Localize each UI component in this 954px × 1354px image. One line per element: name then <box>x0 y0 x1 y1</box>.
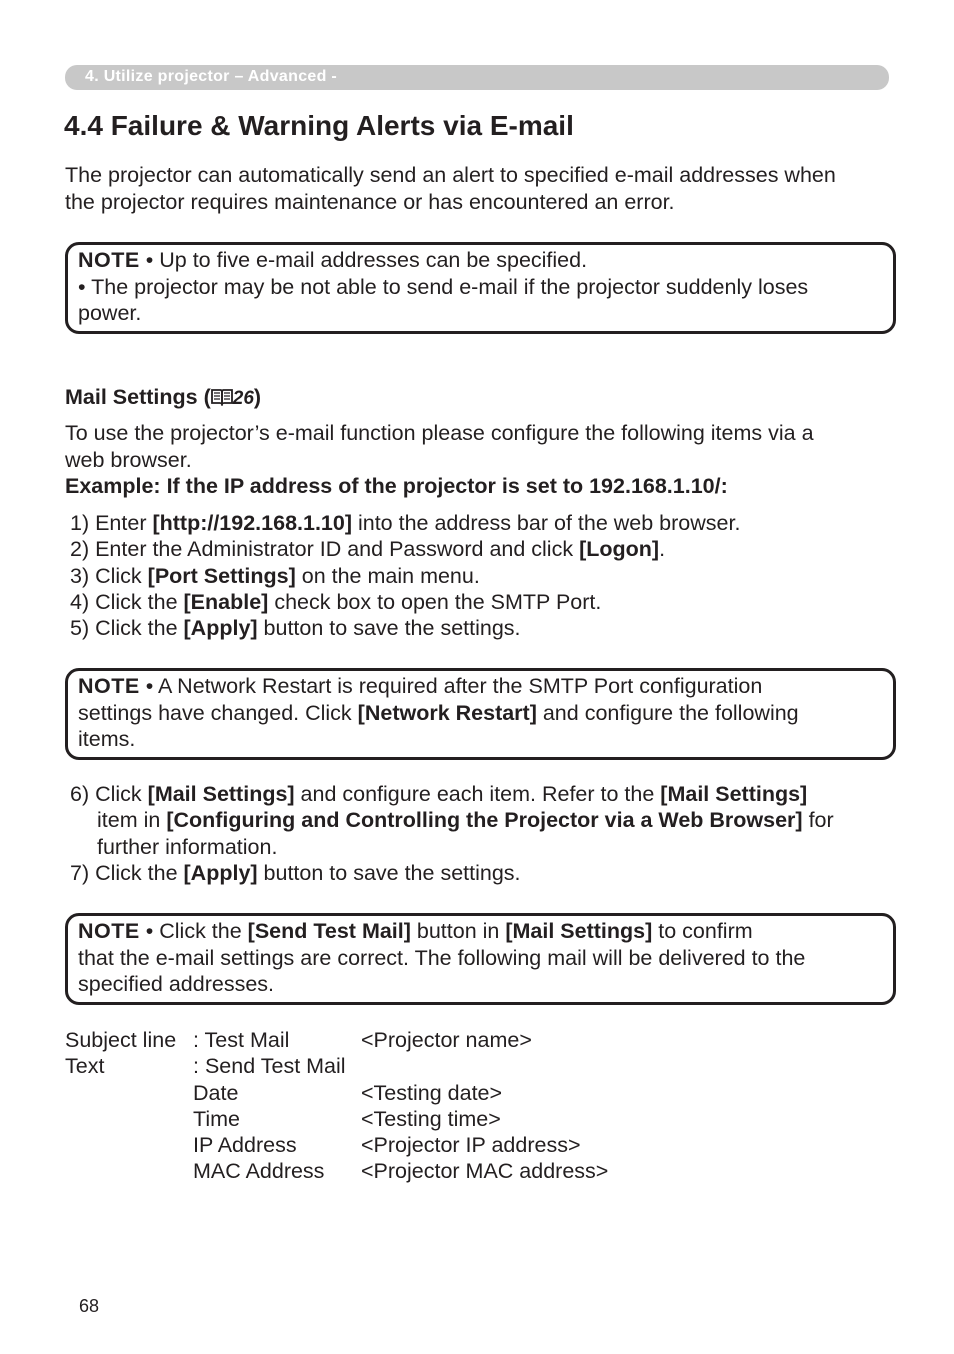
test-mail-table <box>65 1027 608 1185</box>
intro-line-1: The projector can automatically send an alert to specified e-mail addresses when <box>65 163 836 187</box>
chapter-header-bar <box>65 65 889 90</box>
intro-paragraph <box>65 162 895 215</box>
step-5: 5) Click the [Apply] button to save the settings. <box>70 616 521 641</box>
note-label: NOTE <box>78 248 140 272</box>
step-1: 1) Enter [http://192.168.1.10] into the address bar of the web browser. <box>70 511 741 535</box>
table-row: Text : Send Test Mail <box>65 1054 346 1079</box>
page-title: 4.4 Failure & Warning Alerts via E-mail <box>64 110 574 141</box>
page-number: 68 <box>79 1296 100 1316</box>
step-2: 2) Enter the Administrator ID and Password and click [Logon]. <box>70 537 666 562</box>
table-row: MAC Address <Projector MAC address> <box>193 1159 609 1184</box>
page-reference-link[interactable]: 26 <box>232 388 254 409</box>
step-3: 3) Click [Port Settings] on the main menu. <box>70 563 480 588</box>
chapter-header-text: 4. Utilize projector – Advanced - <box>85 68 338 85</box>
step-6: 6) Click [Mail Settings] and configure each item. Refer to the [Mail Settings] <box>70 782 808 806</box>
note1-line-3: power. <box>78 301 142 325</box>
book-icon <box>211 388 233 406</box>
step-7: 7) Click the [Apply] button to save the settings. <box>70 860 521 885</box>
note-box-1 <box>65 242 896 334</box>
note1-line-1: • Up to five e-mail addresses can be specified. <box>145 248 588 272</box>
table-row: IP Address <Projector IP address> <box>193 1133 581 1158</box>
table-row: Subject line : Test Mail <Projector name> <box>65 1028 532 1052</box>
note-box-2: NOTE • A Network Restart is required after the SMTP Port configuration settings have changed. Click [Network Restart] and configure the following items. <box>65 668 896 760</box>
intro-line-2: the projector requires maintenance or has encountered an error. <box>65 189 675 214</box>
steps-list-1 <box>70 510 740 641</box>
mail-settings-description: To use the projector’s e-mail function please configure the following items via a web browser. Example: If the IP address of the projector is set to 192.168.1.10/: <box>65 420 895 500</box>
steps-list-2: 6) Click [Mail Settings] and configure each item. Refer to the [Mail Settings] item in [Configuring and Controlling the Projector via a Web Browser] for further information. 7) Click the [Apply] button to save the settings. <box>70 782 834 885</box>
table-row: Time <Testing time> <box>193 1106 501 1131</box>
table-row: Date <Testing date> <box>193 1080 503 1105</box>
mail-settings-heading: Mail Settings ( 26) <box>65 385 262 409</box>
note1-line-2: • The projector may be not able to send e-mail if the projector suddenly loses <box>78 274 809 299</box>
note-box-3: NOTE • Click the [Send Test Mail] button in [Mail Settings] to confirm that the e-mail settings are correct. The following mail will be delivered to the specified addresses. <box>65 913 896 1005</box>
example-line: Example: If the IP address of the projector is set to 192.168.1.10/: <box>65 474 728 498</box>
step-4: 4) Click the [Enable] check box to open the SMTP Port. <box>70 589 602 614</box>
